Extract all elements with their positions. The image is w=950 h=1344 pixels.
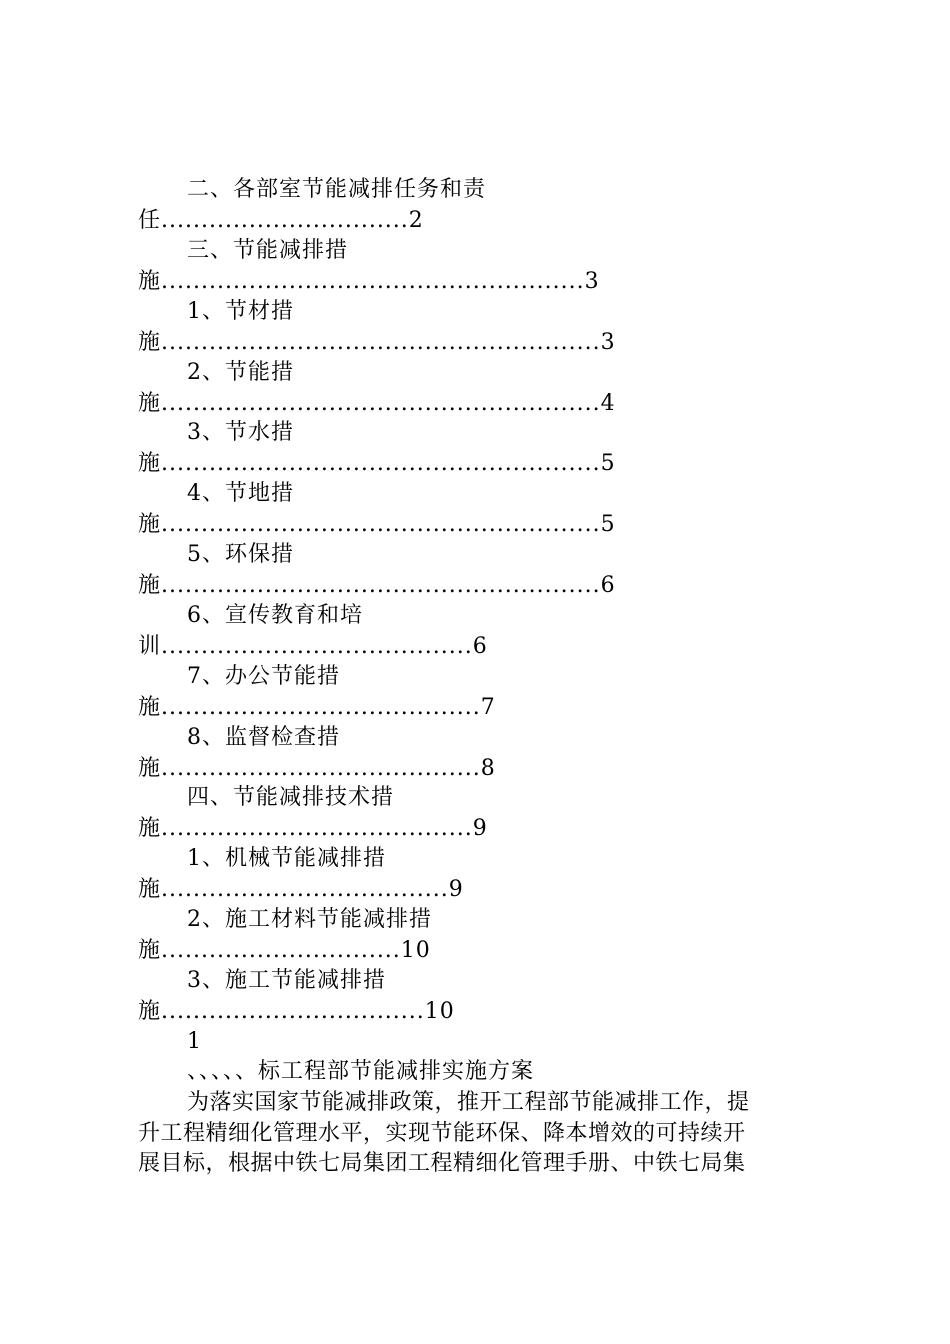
- toc-heading: 8、监督检查措: [187, 725, 340, 750]
- toc-heading: 3、节水措: [187, 420, 294, 445]
- paragraph-line: 为落实国家节能减排政策，推开工程部节能减排工作，提: [187, 1090, 750, 1115]
- toc-entry: 施........................................7: [138, 695, 496, 720]
- toc-entry: 施.....................................................3: [138, 269, 600, 294]
- document-title: 、、、、、标工程部节能减排实施方案: [187, 1059, 535, 1084]
- toc-heading: 1、节材措: [187, 299, 294, 324]
- toc-entry: 施..............................10: [138, 938, 431, 963]
- toc-heading: 二、各部室节能减排任务和责: [187, 177, 487, 202]
- toc-heading: 6、宣传教育和培: [187, 603, 363, 628]
- page-number: 1: [187, 1029, 202, 1054]
- paragraph-line: 升工程精细化管理水平，实现节能环保、降本增效的可持续开: [138, 1121, 746, 1146]
- toc-entry: 施.......................................................4: [138, 391, 616, 416]
- toc-heading: 2、节能措: [187, 360, 294, 385]
- toc-entry: 施.......................................................5: [138, 451, 616, 476]
- toc-entry: 施....................................9: [138, 877, 464, 902]
- toc-entry: 施.......................................................3: [138, 330, 616, 355]
- toc-entry: 任...............................2: [138, 208, 424, 233]
- toc-entry: 施.......................................................6: [138, 573, 616, 598]
- toc-heading: 2、施工材料节能减排措: [187, 907, 432, 932]
- toc-entry: 施.......................................................5: [138, 512, 616, 537]
- toc-entry: 施........................................8: [138, 756, 496, 781]
- paragraph-line: 展目标，根据中铁七局集团工程精细化管理手册、中铁七局集: [138, 1151, 746, 1176]
- toc-entry: 施.................................10: [138, 999, 455, 1024]
- toc-heading: 4、节地措: [187, 481, 294, 506]
- toc-heading: 3、施工节能减排措: [187, 968, 386, 993]
- toc-heading: 7、办公节能措: [187, 664, 340, 689]
- toc-heading: 5、环保措: [187, 542, 294, 567]
- toc-heading: 四、节能减排技术措: [187, 785, 395, 810]
- toc-entry: 施.......................................9: [138, 816, 488, 841]
- toc-heading: 1、机械节能减排措: [187, 846, 386, 871]
- toc-entry: 训.......................................6: [138, 634, 488, 659]
- toc-heading: 三、节能减排措: [187, 238, 349, 263]
